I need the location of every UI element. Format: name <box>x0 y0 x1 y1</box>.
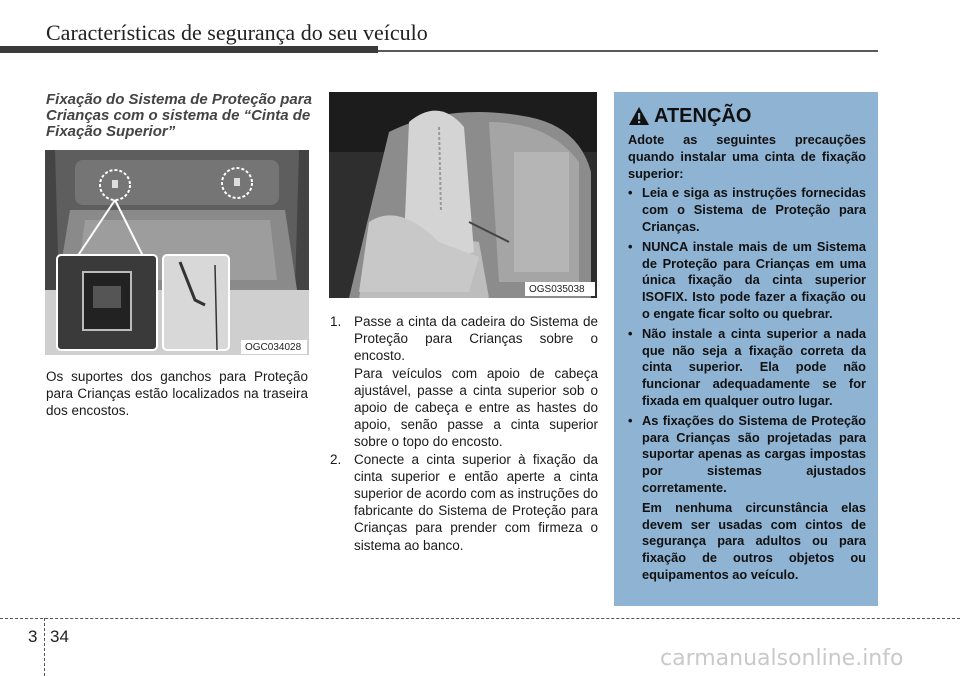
header-bar <box>0 46 378 53</box>
warning-intro: Adote as seguintes precauções quando instalar uma cinta de fixação superior: <box>628 132 866 181</box>
bullet: • <box>628 325 633 341</box>
chapter-number: 3 <box>28 627 38 646</box>
bullet: • <box>628 412 633 428</box>
watermark: carmanualsonline.info <box>660 646 904 671</box>
figure1-code: OGC034028 <box>245 342 302 353</box>
section-title: Fixação do Sistema de Proteção para Crianças com o sistema de “Cinta de Fixação Superior” <box>46 91 312 140</box>
step-number: 1. <box>330 314 342 329</box>
header-rule <box>378 50 878 52</box>
warning-item-text: NUNCA instale mais de um Sistema de Proteção para Crianças em uma única fixação da cinta superior ISOFIX. Isto pode fazer a fixação ou o engate ficar solto ou quebrar. <box>642 238 866 321</box>
warning-item-text: Não instale a cinta superior a nada que não seja a fixação correta da cinta superior. Ela pode não funcionar adequadamente se for fixada em qualquer outro lugar. <box>642 325 866 408</box>
footer-divider <box>44 618 45 676</box>
step-text: Conecte a cinta superior à fixação da cinta superior e então aperte a cinta superior de acordo com as instruções do fabricante do Sistema de Proteção para Crianças para prender com firmeza o sistema ao banco. <box>354 451 598 553</box>
step-1-note: Para veículos com apoio de cabeça ajustável, passe a cinta superior sob o apoio de cabeça e entre as hastes do apoio, senão passe a cinta superior sobre o topo do encosto. <box>354 365 598 450</box>
warning-item-text: Leia e siga as instruções fornecidas com o Sistema de Proteção para Crianças. <box>642 185 866 234</box>
warning-triangle-icon <box>628 106 650 126</box>
page-header-title: Características de segurança do seu veículo <box>46 20 428 45</box>
warning-item <box>628 326 866 410</box>
page-number: 34 <box>50 627 69 646</box>
warning-item-text: As fixações do Sistema de Proteção para Crianças são projetadas para suportar apenas as cargas impostas por sistemas ajustados corretamente. <box>642 412 866 495</box>
step-number: 2. <box>330 451 342 467</box>
figure2-code: OGS035038 <box>529 284 585 295</box>
step-1 <box>330 313 598 365</box>
bullet: • <box>628 185 633 201</box>
warning-item <box>628 185 866 235</box>
body-paragraph: Os suportes dos ganchos para Proteção para Crianças estão localizados na traseira dos encostos. <box>46 369 308 418</box>
step-2 <box>330 451 598 554</box>
warning-box <box>614 92 878 606</box>
trunk-photo <box>45 150 309 355</box>
bullet: • <box>628 238 633 254</box>
warning-item <box>628 413 866 497</box>
warning-header <box>628 104 866 128</box>
step-text: Passe a cinta da cadeira do Sistema de Proteção para Crianças sobre o encosto. <box>354 314 598 364</box>
footer-rule <box>0 618 960 619</box>
child-seat-photo <box>329 92 597 298</box>
instruction-steps <box>330 313 598 554</box>
warning-extra-note: Em nenhuma circunstância elas devem ser usadas com cintos de segurança para adultos ou para fixação de outros objetos ou equipamentos ao veículo. <box>642 499 866 582</box>
warning-title: ATENÇÃO <box>654 105 752 127</box>
warning-item <box>628 239 866 323</box>
